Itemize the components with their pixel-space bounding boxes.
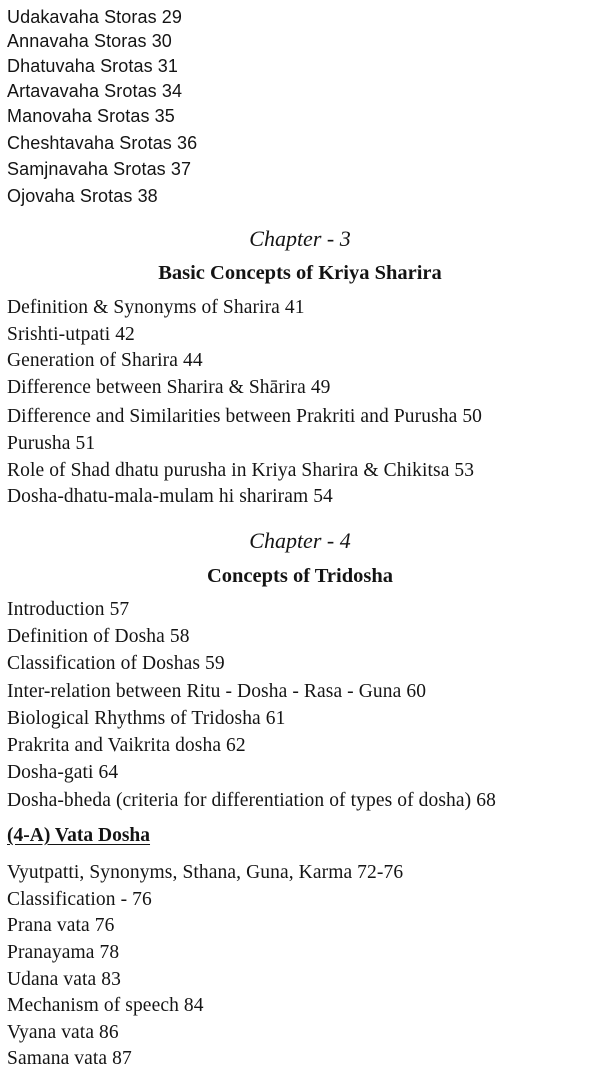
list-item: Prana vata 76 — [7, 915, 115, 936]
chapter-title: Basic Concepts of Kriya Sharira — [158, 262, 442, 284]
list-item: Generation of Sharira 44 — [7, 350, 203, 371]
list-item: Role of Shad dhatu purusha in Kriya Sharira & Chikitsa 53 — [7, 460, 475, 481]
list-item: Prakrita and Vaikrita dosha 62 — [7, 735, 246, 756]
list-item: Inter-relation between Ritu - Dosha - Rasa - Guna 60 — [7, 681, 427, 702]
list-item: Annavaha Storas 30 — [7, 31, 172, 51]
chapter-title: Concepts of Tridosha — [206, 565, 394, 587]
list-item: Dosha-gati 64 — [7, 762, 119, 783]
list-item: Difference and Similarities between Prakriti and Purusha 50 — [7, 406, 483, 427]
list-item: Vyutpatti, Synonyms, Sthana, Guna, Karma 72-76 — [7, 862, 404, 883]
list-item: Purusha 51 — [7, 433, 96, 454]
list-item: Srishti-utpati 42 — [7, 324, 135, 345]
list-item: Artavavaha Srotas 34 — [7, 81, 183, 101]
list-item: Udakavaha Storas 29 — [7, 7, 183, 27]
chapter-label: Chapter - 4 — [249, 528, 351, 553]
list-item: Dosha-dhatu-mala-mulam hi shariram 54 — [7, 486, 333, 507]
list-item: Classification of Doshas 59 — [7, 653, 225, 674]
list-item: Mechanism of speech 84 — [7, 995, 204, 1016]
list-item: Manovaha Srotas 35 — [7, 106, 175, 126]
chapter-label: Chapter - 3 — [249, 226, 351, 251]
list-item: Ojovaha Srotas 38 — [7, 186, 158, 206]
list-item: Samjnavaha Srotas 37 — [7, 159, 192, 179]
list-item: Difference between Sharira & Shārira 49 — [7, 377, 331, 398]
subsection-title: (4-A) Vata Dosha — [7, 825, 151, 846]
list-item: Vyana vata 86 — [7, 1022, 119, 1043]
list-item: Definition & Synonyms of Sharira 41 — [7, 297, 305, 318]
list-item: Samana vata 87 — [7, 1048, 132, 1069]
list-item: Biological Rhythms of Tridosha 61 — [7, 708, 286, 729]
list-item: Udana vata 83 — [7, 969, 121, 990]
list-item: Dosha-bheda (criteria for differentiation of types of dosha) 68 — [7, 790, 496, 811]
list-item: Introduction 57 — [7, 599, 130, 620]
list-item: Classification - 76 — [7, 889, 152, 910]
list-item: Pranayama 78 — [7, 942, 120, 963]
list-item: Cheshtavaha Srotas 36 — [7, 133, 198, 153]
list-item: Dhatuvaha Srotas 31 — [7, 56, 179, 76]
list-item: Definition of Dosha 58 — [7, 626, 190, 647]
